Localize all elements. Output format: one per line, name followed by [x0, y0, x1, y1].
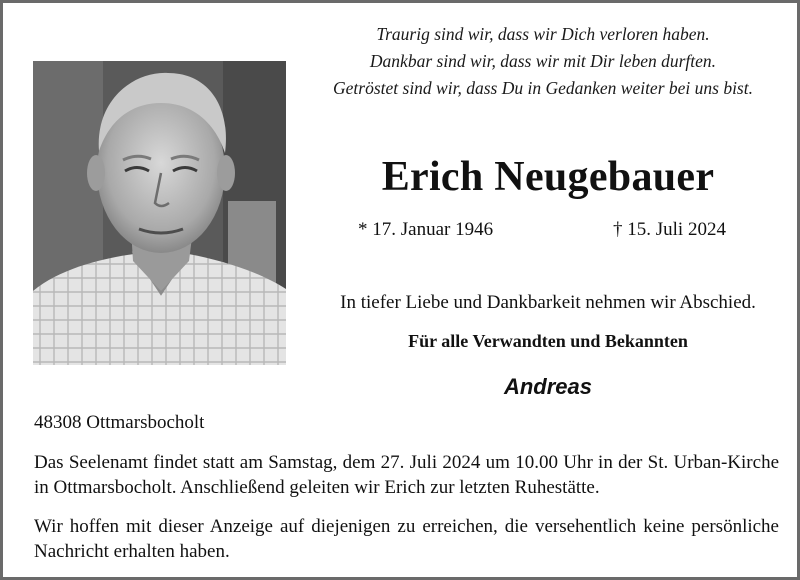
service-info: Das Seelenamt findet statt am Samstag, dem 27. Juli 2024 um 10.00 Uhr in der St. Urban-Kirche in Ottmarsbocholt. Anschließend geleiten wir Erich zur letzten Ruhestätte. [34, 452, 779, 498]
memorial-verse [303, 21, 783, 102]
death-date: † 15. Juli 2024 [613, 219, 726, 240]
verse-line-3: Getröstet sind wir, dass Du in Gedanken weiter bei uns bist. [333, 78, 753, 98]
signer-name: Andreas [503, 374, 593, 399]
verse-line-2: Dankbar sind wir, dass wir mit Dir leben durften. [369, 51, 717, 71]
portrait-photo [33, 61, 286, 365]
deceased-name: Erich Neugebauer [381, 154, 715, 200]
birth-date: * 17. Januar 1946 [358, 219, 494, 240]
notice-text: Wir hoffen mit dieser Anzeige auf diejenigen zu erreichen, die versehentlich keine persönliche Nachricht erhalten haben. [34, 516, 779, 562]
portrait-illustration [33, 61, 286, 365]
verse-line-1: Traurig sind wir, dass wir Dich verloren haben. [376, 24, 710, 44]
relatives-line: Für alle Verwandten und Bekannten [408, 331, 688, 351]
farewell-text: In tiefer Liebe und Dankbarkeit nehmen wir Abschied. [340, 292, 756, 313]
place-address: 48308 Ottmarsbocholt [34, 412, 205, 433]
